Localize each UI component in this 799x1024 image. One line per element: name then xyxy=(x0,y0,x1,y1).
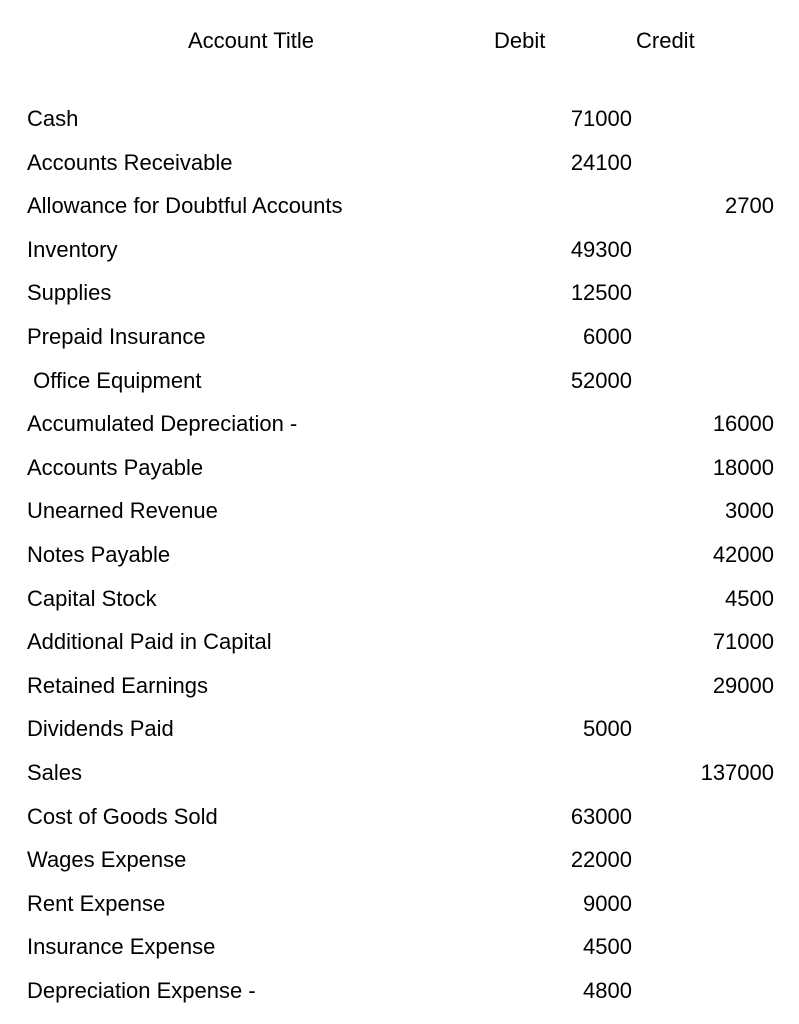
table-row xyxy=(0,671,799,715)
account-title-cell: Depreciation Expense - xyxy=(27,977,256,1003)
table-row xyxy=(0,976,799,1020)
table-row xyxy=(0,540,799,584)
account-title-cell: Additional Paid in Capital xyxy=(27,629,272,655)
credit-cell: 2700 xyxy=(725,193,774,219)
table-row xyxy=(0,191,799,235)
debit-cell: 22000 xyxy=(570,847,632,873)
header-account-title: Account Title xyxy=(188,28,314,53)
account-title-cell: Allowance for Doubtful Accounts xyxy=(27,193,343,219)
table-row xyxy=(0,627,799,671)
debit-cell: 71000 xyxy=(570,106,632,131)
credit-cell: 137000 xyxy=(700,759,774,785)
table-row xyxy=(0,714,799,758)
table-row xyxy=(0,802,799,846)
debit-cell: 4500 xyxy=(583,934,632,960)
account-title-cell: Unearned Revenue xyxy=(27,498,218,524)
credit-cell: 42000 xyxy=(712,541,774,567)
table-row xyxy=(0,409,799,453)
credit-cell: 29000 xyxy=(712,672,774,698)
account-title-cell: Prepaid Insurance xyxy=(27,323,206,349)
account-title-cell: Sales xyxy=(27,759,83,785)
account-title-cell: Insurance Expense xyxy=(27,934,216,960)
account-title-cell: Rent Expense xyxy=(27,890,166,916)
table-row xyxy=(0,322,799,366)
account-title-cell: Accounts Payable xyxy=(27,454,204,480)
header-debit: Debit xyxy=(494,28,546,53)
table-header xyxy=(0,26,799,56)
table-row xyxy=(0,278,799,322)
account-title-cell: Office Equipment xyxy=(27,367,202,393)
account-title-cell: Accumulated Depreciation - xyxy=(27,411,298,437)
table-row xyxy=(0,235,799,279)
trial-balance-table xyxy=(0,104,799,1019)
account-title-cell: Inventory xyxy=(27,236,118,262)
header-credit: Credit xyxy=(636,28,695,53)
debit-cell: 5000 xyxy=(583,716,632,742)
credit-cell: 3000 xyxy=(725,498,774,524)
account-title-cell: Notes Payable xyxy=(27,541,171,567)
debit-cell: 52000 xyxy=(570,367,632,393)
table-row xyxy=(0,845,799,889)
account-title-cell: Capital Stock xyxy=(27,585,157,611)
credit-cell: 16000 xyxy=(712,411,774,437)
debit-cell: 24100 xyxy=(570,149,632,175)
account-title-cell: Accounts Receivable xyxy=(27,149,233,175)
debit-cell: 49300 xyxy=(570,236,632,262)
credit-cell: 71000 xyxy=(712,629,774,655)
table-row xyxy=(0,366,799,410)
table-row xyxy=(0,148,799,192)
account-title-cell: Supplies xyxy=(27,280,112,306)
account-title-cell: Dividends Paid xyxy=(27,716,174,742)
account-title-cell: Cash xyxy=(27,106,79,131)
table-row xyxy=(0,496,799,540)
account-title-cell: Retained Earnings xyxy=(27,672,209,698)
credit-cell: 4500 xyxy=(725,585,774,611)
debit-cell: 9000 xyxy=(583,890,632,916)
account-title-cell: Cost of Goods Sold xyxy=(27,803,218,829)
table-row xyxy=(0,889,799,933)
credit-cell: 18000 xyxy=(712,454,774,480)
debit-cell: 4800 xyxy=(583,977,632,1003)
table-row xyxy=(0,104,799,148)
account-title-cell: Wages Expense xyxy=(27,847,187,873)
table-row xyxy=(0,758,799,802)
debit-cell: 12500 xyxy=(570,280,632,306)
table-row xyxy=(0,453,799,497)
debit-cell: 6000 xyxy=(583,323,632,349)
table-row xyxy=(0,932,799,976)
table-row xyxy=(0,584,799,628)
debit-cell: 63000 xyxy=(570,803,632,829)
